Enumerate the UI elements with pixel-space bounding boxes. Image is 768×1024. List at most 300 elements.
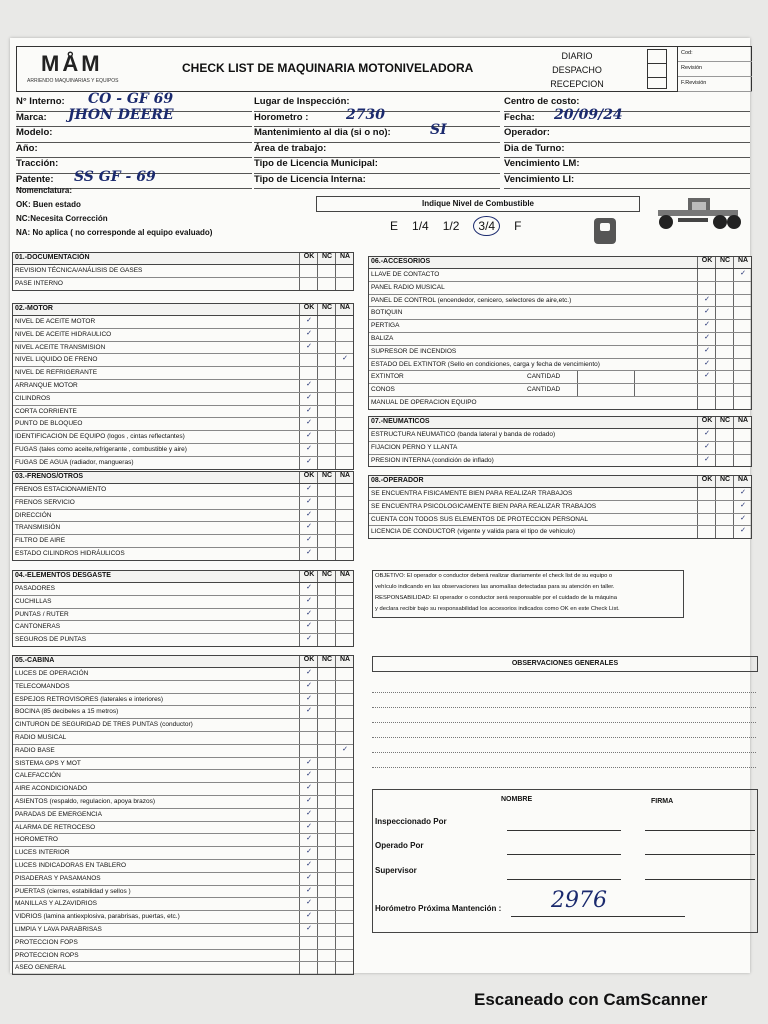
status-cells[interactable] (299, 694, 353, 706)
checklist-row (13, 758, 353, 771)
info-row (16, 127, 252, 143)
inspected-by-name-line[interactable] (507, 830, 621, 831)
status-cells[interactable] (697, 514, 751, 526)
status-cells[interactable] (299, 522, 353, 534)
status-cell-na[interactable] (335, 548, 354, 560)
status-cells[interactable] (299, 596, 353, 608)
checklist-item-label: CUENTA CON TODOS SUS ELEMENTOS DE PROTECCION PERSONAL (371, 515, 588, 523)
status-cell-na[interactable] (335, 329, 354, 341)
status-cells[interactable] (299, 822, 353, 834)
checklist-item-label: BOCINA (85 decibeles a 15 metros) (15, 708, 119, 716)
status-cell-nc[interactable] (317, 431, 336, 443)
observation-line[interactable] (372, 753, 756, 768)
status-cell-na[interactable] (733, 295, 752, 307)
status-cell-na[interactable] (335, 380, 354, 392)
status-cell-nc[interactable] (317, 609, 336, 621)
status-cell-nc[interactable] (715, 514, 734, 526)
status-cells[interactable] (299, 770, 353, 782)
status-cell-na[interactable] (335, 510, 354, 522)
checklist-row (13, 393, 353, 406)
checkmark-icon: ✓ (299, 621, 318, 633)
status-cell-nc[interactable] (317, 937, 336, 949)
observation-line[interactable] (372, 723, 756, 738)
document-title: CHECK LIST DE MAQUINARIA MOTONIVELADORA (182, 61, 474, 75)
status-cell-ok[interactable] (697, 384, 716, 396)
status-cells[interactable] (299, 950, 353, 962)
status-cells[interactable] (299, 911, 353, 923)
status-cells[interactable] (299, 484, 353, 496)
diario-checkbox[interactable] (647, 49, 667, 64)
status-cell-nc[interactable] (317, 510, 336, 522)
status-cell-ok[interactable] (299, 367, 318, 379)
status-cell-nc[interactable] (317, 596, 336, 608)
status-cells[interactable] (299, 548, 353, 560)
status-cell-nc[interactable] (317, 924, 336, 936)
status-cell-na[interactable] (335, 962, 354, 974)
column-headers (299, 656, 353, 667)
status-cell-nc[interactable] (317, 694, 336, 706)
status-cells[interactable] (299, 962, 353, 974)
checkmark-icon: ✓ (299, 418, 318, 430)
status-cell-nc[interactable] (317, 732, 336, 744)
status-cells[interactable] (299, 886, 353, 898)
status-cell-na[interactable] (733, 397, 752, 409)
status-cell-nc[interactable] (317, 873, 336, 885)
status-cell-na[interactable] (335, 783, 354, 795)
name-column-header: NOMBRE (501, 796, 533, 803)
checklist-row (13, 950, 353, 963)
status-cell-nc[interactable] (715, 359, 734, 371)
status-cell-na[interactable] (335, 668, 354, 680)
supervisor-signature-line[interactable] (645, 879, 755, 880)
checklist-row (13, 694, 353, 707)
status-cells[interactable] (299, 342, 353, 354)
status-cell-nc[interactable] (317, 354, 336, 366)
status-cell-ok[interactable] (299, 962, 318, 974)
status-cell-nc[interactable] (317, 406, 336, 418)
status-cell-na[interactable] (733, 346, 752, 358)
status-cells[interactable] (299, 745, 353, 757)
info-value[interactable]: SS GF - 69 (74, 168, 156, 185)
checklist-row (369, 455, 751, 467)
status-cell-ok[interactable] (299, 937, 318, 949)
checkmark-icon: ✓ (697, 346, 716, 358)
status-cell-nc[interactable] (317, 886, 336, 898)
status-cells[interactable] (299, 873, 353, 885)
recepcion-checkbox[interactable] (647, 77, 667, 89)
status-cell-na[interactable] (335, 924, 354, 936)
status-cell-nc[interactable] (715, 455, 734, 467)
status-cells[interactable] (697, 282, 751, 294)
fuel-level-option[interactable]: 1/4 (412, 219, 429, 233)
status-cell-na[interactable] (335, 431, 354, 443)
status-cell-ok[interactable] (299, 950, 318, 962)
status-cells[interactable] (697, 384, 751, 396)
status-cells[interactable] (697, 371, 751, 383)
status-cell-nc[interactable] (317, 809, 336, 821)
objective-box (372, 570, 684, 618)
status-cell-nc[interactable] (317, 367, 336, 379)
status-cell-nc[interactable] (715, 346, 734, 358)
status-cell-nc[interactable] (715, 488, 734, 500)
status-cells[interactable] (697, 397, 751, 409)
checklist-item-label: PISADERAS Y PASAMANOS (15, 874, 101, 882)
status-cells[interactable] (299, 329, 353, 341)
status-cell-ok[interactable] (299, 745, 318, 757)
status-cell-na[interactable] (335, 522, 354, 534)
status-cells[interactable] (299, 937, 353, 949)
status-cells[interactable] (299, 393, 353, 405)
status-cell-na[interactable] (335, 278, 354, 290)
status-cell-na[interactable] (335, 316, 354, 328)
status-cells[interactable] (299, 457, 353, 469)
status-cell-nc[interactable] (317, 548, 336, 560)
status-cell-nc[interactable] (715, 320, 734, 332)
checkmark-icon: ✓ (299, 342, 318, 354)
camscanner-watermark: Escaneado con CamScanner (474, 990, 708, 1009)
status-cell-na[interactable] (335, 406, 354, 418)
status-cells[interactable] (299, 681, 353, 693)
status-cell-na[interactable] (335, 758, 354, 770)
status-cell-ok[interactable] (299, 719, 318, 731)
status-cell-nc[interactable] (317, 706, 336, 718)
column-header: NA (733, 417, 752, 428)
status-cell-na[interactable] (335, 911, 354, 923)
status-cell-nc[interactable] (317, 535, 336, 547)
fuel-level-selected[interactable]: 3/4 (473, 216, 500, 236)
status-cells[interactable] (299, 809, 353, 821)
observations-title: OBSERVACIONES GENERALES (372, 656, 758, 672)
info-label: Centro de costo: (504, 96, 580, 107)
checkmark-icon: ✓ (299, 535, 318, 547)
status-cell-ok[interactable] (697, 397, 716, 409)
status-cell-nc[interactable] (317, 796, 336, 808)
status-cell-nc[interactable] (317, 758, 336, 770)
checklist-row (369, 526, 751, 538)
status-cells[interactable] (299, 898, 353, 910)
operated-by-signature-line[interactable] (645, 854, 755, 855)
status-cell-na[interactable] (335, 860, 354, 872)
status-cells[interactable] (299, 621, 353, 633)
status-cell-na[interactable] (733, 455, 752, 467)
status-cell-nc[interactable] (317, 898, 336, 910)
column-header: NA (733, 476, 752, 487)
status-cells[interactable] (299, 924, 353, 936)
status-cell-ok[interactable] (697, 282, 716, 294)
status-cells[interactable] (299, 265, 353, 277)
status-cell-na[interactable] (733, 359, 752, 371)
status-cell-ok[interactable] (299, 278, 318, 290)
status-cell-na[interactable] (335, 418, 354, 430)
info-label: Tipo de Licencia Interna: (254, 173, 366, 185)
status-cells[interactable] (299, 706, 353, 718)
section-title: 05.-CABINA (15, 657, 55, 664)
fuel-level-option[interactable]: F (514, 219, 522, 233)
checkmark-icon: ✓ (299, 706, 318, 718)
column-header: OK (697, 417, 716, 428)
status-cells[interactable] (697, 501, 751, 513)
status-cell-na[interactable] (335, 596, 354, 608)
status-cell-nc[interactable] (715, 333, 734, 345)
status-cells[interactable] (299, 860, 353, 872)
status-cell-na[interactable] (335, 621, 354, 633)
status-cell-nc[interactable] (317, 522, 336, 534)
status-cell-nc[interactable] (715, 269, 734, 281)
status-cells[interactable] (299, 316, 353, 328)
status-cell-nc[interactable] (715, 397, 734, 409)
status-cell-nc[interactable] (317, 278, 336, 290)
checklist-item-label: SISTEMA GPS Y MOT (15, 759, 81, 767)
status-cell-na[interactable] (335, 937, 354, 949)
status-cell-na[interactable] (335, 342, 354, 354)
status-cell-nc[interactable] (317, 719, 336, 731)
fuel-level-scale (390, 216, 535, 236)
checkmark-icon: ✓ (299, 770, 318, 782)
status-cell-na[interactable] (335, 497, 354, 509)
checkmark-icon: ✓ (299, 583, 318, 595)
status-cells[interactable] (697, 488, 751, 500)
status-cell-na[interactable] (335, 732, 354, 744)
status-cell-na[interactable] (335, 367, 354, 379)
status-cells[interactable] (299, 834, 353, 846)
fuel-level-option[interactable]: 1/2 (442, 219, 460, 233)
checklist-item-label: PASADORES (15, 585, 55, 592)
checklist-row (13, 860, 353, 873)
status-cell-nc[interactable] (317, 860, 336, 872)
status-cell-na[interactable] (733, 384, 752, 396)
status-cell-nc[interactable] (317, 316, 336, 328)
checkmark-icon: ✓ (299, 809, 318, 821)
status-cell-nc[interactable] (715, 526, 734, 538)
status-cell-nc[interactable] (317, 444, 336, 456)
fuel-level-option[interactable]: E (390, 219, 399, 233)
status-cells[interactable] (299, 719, 353, 731)
status-cell-na[interactable] (335, 634, 354, 646)
status-cell-nc[interactable] (715, 429, 734, 441)
status-cells[interactable] (299, 510, 353, 522)
status-cells[interactable] (697, 333, 751, 345)
status-cell-na[interactable] (335, 770, 354, 782)
status-cells[interactable] (299, 732, 353, 744)
info-value[interactable]: SI (430, 122, 447, 138)
status-cells[interactable] (299, 668, 353, 680)
status-cells[interactable] (697, 269, 751, 281)
operated-by-name-line[interactable] (507, 854, 621, 855)
observations-area[interactable] (372, 678, 756, 770)
status-cell-na[interactable] (335, 265, 354, 277)
info-row (504, 174, 750, 190)
status-cell-ok[interactable] (299, 265, 318, 277)
status-cell-nc[interactable] (317, 950, 336, 962)
status-cell-nc[interactable] (317, 847, 336, 859)
status-cells[interactable] (697, 346, 751, 358)
status-cells[interactable] (697, 320, 751, 332)
status-cells[interactable] (299, 418, 353, 430)
status-cell-nc[interactable] (317, 770, 336, 782)
status-cell-ok[interactable] (697, 488, 716, 500)
supervisor-name-line[interactable] (507, 879, 621, 880)
status-cell-na[interactable] (335, 898, 354, 910)
observation-line[interactable] (372, 708, 756, 723)
status-cells[interactable] (299, 583, 353, 595)
status-cell-na[interactable] (335, 822, 354, 834)
despacho-checkbox[interactable] (647, 63, 667, 78)
checklist-row (13, 596, 353, 609)
status-cell-nc[interactable] (715, 307, 734, 319)
status-cell-nc[interactable] (317, 265, 336, 277)
status-cell-na[interactable] (733, 307, 752, 319)
checklist-row (13, 278, 353, 290)
status-cell-nc[interactable] (317, 822, 336, 834)
status-cell-nc[interactable] (317, 745, 336, 757)
info-value[interactable]: 2730 (346, 106, 385, 123)
section (12, 303, 354, 470)
status-cell-nc[interactable] (317, 962, 336, 974)
status-cell-na[interactable] (335, 681, 354, 693)
observation-line[interactable] (372, 738, 756, 753)
status-cell-na[interactable] (733, 442, 752, 454)
status-cell-na[interactable] (335, 706, 354, 718)
status-cell-ok[interactable] (299, 732, 318, 744)
checklist-item-label: MANUAL DE OPERACION EQUIPO (371, 398, 477, 406)
status-cell-nc[interactable] (317, 329, 336, 341)
status-cells[interactable] (299, 758, 353, 770)
status-cells[interactable] (299, 535, 353, 547)
info-label: Vencimiento LM: (504, 158, 580, 169)
status-cell-na[interactable] (335, 886, 354, 898)
status-cell-na[interactable] (335, 583, 354, 595)
status-cells[interactable] (299, 444, 353, 456)
checklist-row (13, 634, 353, 646)
inspected-by-signature-line[interactable] (645, 830, 755, 831)
section-header (13, 304, 353, 316)
status-cell-na[interactable] (335, 484, 354, 496)
status-cells[interactable] (299, 278, 353, 290)
status-cell-na[interactable] (335, 809, 354, 821)
status-cells[interactable] (299, 406, 353, 418)
status-cells[interactable] (697, 455, 751, 467)
observation-line[interactable] (372, 693, 756, 708)
checklist-item-label: PANEL DE CONTROL (encendedor, cenicero, selectores de aire,etc.) (371, 296, 572, 304)
observation-line[interactable] (372, 678, 756, 693)
status-cell-ok[interactable] (697, 269, 716, 281)
status-cells[interactable] (697, 359, 751, 371)
status-cell-nc[interactable] (715, 501, 734, 513)
next-maintenance-line[interactable] (511, 916, 685, 917)
status-cells[interactable] (299, 609, 353, 621)
status-cell-nc[interactable] (317, 418, 336, 430)
status-cell-na[interactable] (733, 371, 752, 383)
status-cell-nc[interactable] (317, 681, 336, 693)
checklist-item-label: FUGAS DE AGUA (radiador, mangueras) (15, 458, 134, 466)
status-cells[interactable] (299, 783, 353, 795)
status-cells[interactable] (697, 295, 751, 307)
status-cells[interactable] (697, 442, 751, 454)
column-headers (299, 472, 353, 483)
status-cells[interactable] (697, 526, 751, 538)
status-cell-nc[interactable] (715, 295, 734, 307)
status-cell-na[interactable] (733, 320, 752, 332)
info-value[interactable]: JHON DEERE (68, 106, 174, 123)
info-label: Vencimiento LI: (504, 173, 575, 185)
status-cell-nc[interactable] (317, 668, 336, 680)
status-cell-nc[interactable] (317, 342, 336, 354)
status-cell-nc[interactable] (317, 457, 336, 469)
checklist-item-label: PROTECCION FOPS (15, 938, 78, 946)
quantity-field[interactable] (577, 384, 635, 396)
status-cell-na[interactable] (335, 393, 354, 405)
status-cell-nc[interactable] (317, 911, 336, 923)
status-cell-na[interactable] (733, 333, 752, 345)
status-cells[interactable] (299, 796, 353, 808)
status-cell-na[interactable] (335, 694, 354, 706)
status-cell-nc[interactable] (317, 583, 336, 595)
status-cell-nc[interactable] (317, 484, 336, 496)
checklist-item-label: CUCHILLAS (15, 597, 52, 605)
signature-box (372, 789, 758, 933)
status-cell-nc[interactable] (317, 634, 336, 646)
checklist-row (13, 444, 353, 457)
fuel-level-title: Indique Nivel de Combustible (316, 196, 640, 212)
status-cells[interactable] (299, 367, 353, 379)
status-cell-na[interactable] (335, 847, 354, 859)
status-cell-na[interactable] (335, 950, 354, 962)
checklist-item-label: PASE INTERNO (15, 279, 63, 287)
status-cell-na[interactable] (335, 457, 354, 469)
status-cell-na[interactable] (335, 796, 354, 808)
status-cell-nc[interactable] (317, 380, 336, 392)
status-cells[interactable] (299, 354, 353, 366)
status-cell-nc[interactable] (715, 442, 734, 454)
status-cell-nc[interactable] (317, 783, 336, 795)
checkmark-icon: ✓ (299, 510, 318, 522)
checklist-row (13, 668, 353, 681)
status-cell-na[interactable] (335, 719, 354, 731)
status-cells[interactable] (697, 307, 751, 319)
status-cell-na[interactable] (335, 535, 354, 547)
status-cell-nc[interactable] (715, 384, 734, 396)
status-cell-nc[interactable] (317, 834, 336, 846)
status-cells[interactable] (299, 497, 353, 509)
checklist-item-label: REVISION TÉCNICA/ANÁLISIS DE GASES (15, 267, 143, 274)
info-value[interactable]: 20/09/24 (554, 106, 623, 123)
status-cell-na[interactable] (335, 873, 354, 885)
status-cells[interactable] (299, 380, 353, 392)
status-cell-nc[interactable] (715, 371, 734, 383)
status-cell-ok[interactable] (697, 514, 716, 526)
status-cell-na[interactable] (335, 609, 354, 621)
status-cell-na[interactable] (335, 834, 354, 846)
status-cell-ok[interactable] (697, 501, 716, 513)
status-cell-nc[interactable] (317, 497, 336, 509)
info-value[interactable]: CO - GF 69 (88, 91, 174, 107)
status-cell-nc[interactable] (715, 282, 734, 294)
checklist-item-label: NIVEL DE ACEITE MOTOR (15, 318, 96, 325)
status-cell-nc[interactable] (317, 621, 336, 633)
status-cell-na[interactable] (733, 282, 752, 294)
status-cell-ok[interactable] (697, 526, 716, 538)
status-cells[interactable] (299, 634, 353, 646)
status-cells[interactable] (299, 431, 353, 443)
status-cells[interactable] (299, 847, 353, 859)
status-cell-nc[interactable] (317, 393, 336, 405)
section-header (369, 476, 751, 488)
status-cell-ok[interactable] (299, 354, 318, 366)
status-cell-na[interactable] (733, 429, 752, 441)
quantity-field[interactable] (577, 371, 635, 383)
status-cells[interactable] (697, 429, 751, 441)
status-cell-na[interactable] (335, 444, 354, 456)
